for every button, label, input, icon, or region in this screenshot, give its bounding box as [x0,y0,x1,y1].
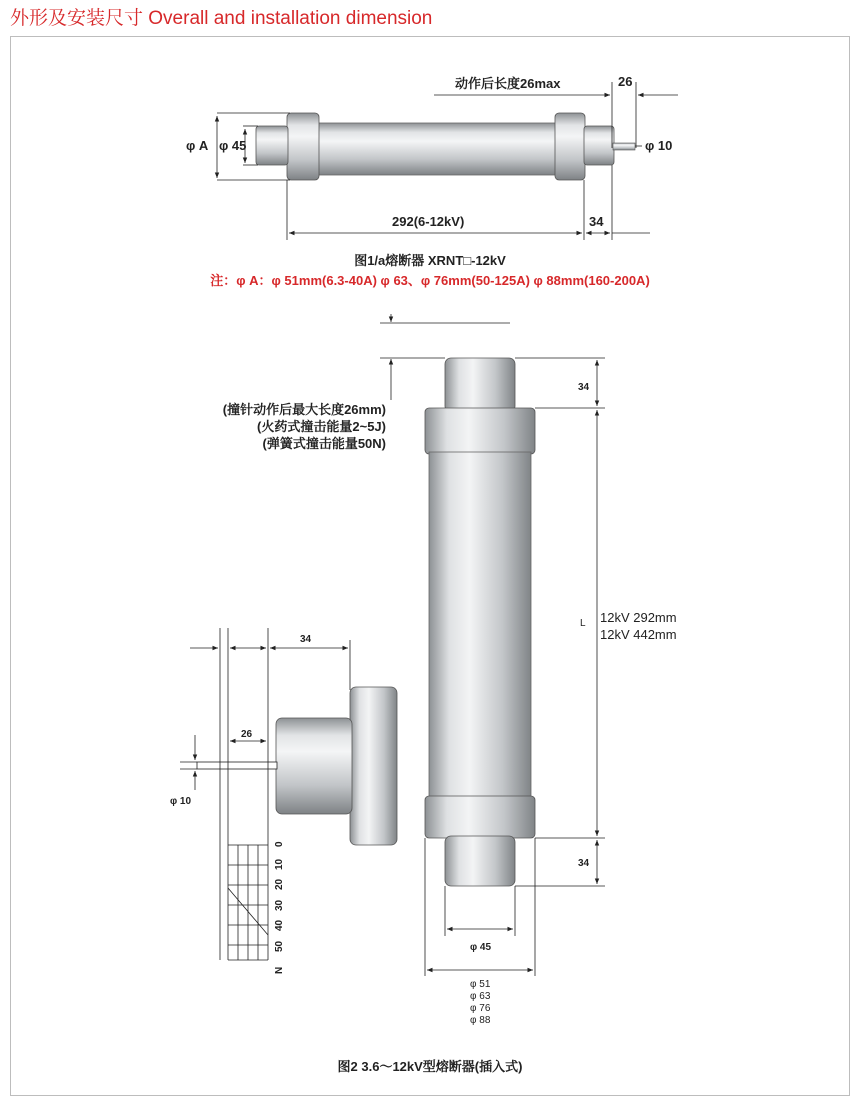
fig2-desc-line2: (火药式撞击能量2~5J) [257,419,386,434]
fig2-desc-line1: (撞针动作后最大长度26mm) [222,402,386,417]
fig1-dim-phi10: φ 10 [645,138,673,153]
fig2-caption-text: 图2 3.6～12kV型熔断器(插入式) [337,1059,523,1074]
fig2-len-a: 12kV 292mm [600,610,677,625]
fig2-side-phi10: φ 10 [170,796,192,807]
fig2-dim-bottom34: 34 [578,858,590,869]
fig1-note-label: 注： [210,273,237,288]
fig2-caption [0,1056,860,1075]
scale-tick-0: 0 [274,841,285,847]
fuse-vertical [425,358,535,886]
fig1-caption [0,250,860,269]
scale-tick-50: 50 [274,940,285,952]
fig2-dim-top34: 34 [578,382,590,393]
scale-ticks [274,841,285,974]
fig1-dim-26: 26 [618,74,633,89]
fig1-dim-phi45: φ 45 [219,138,247,153]
scale-tick-10: 10 [274,858,285,870]
fuse-side-view [197,687,397,845]
fig2-dim-L: L [580,618,586,629]
scale-tick-40: 40 [274,919,285,931]
scale-tick-30: 30 [274,899,285,911]
fig1-dim-phiA: φ A [186,138,209,153]
scale-tick-N: N [274,966,285,974]
fig2-dia-88: φ 88 [470,1015,491,1026]
fig1-note-text: φ A：φ 51mm(6.3-40A) φ 63、φ 76mm(50-125A) φ 88mm(160-200A) [236,273,650,288]
fig2-side-34: 34 [300,634,312,645]
fig1-caption-text: 图1/a熔断器 XRNT□-12kV [354,253,506,268]
fig2-side-26: 26 [241,729,253,740]
fig1-stroke-label: 动作后长度26max [455,76,561,91]
fig2-dia-51: φ 51 [470,979,491,990]
fig1-note [0,270,860,289]
fig1-dim-length: 292(6-12kV) [392,214,465,229]
scale-tick-20: 20 [274,878,285,890]
fig2-len-b: 12kV 442mm [600,627,677,642]
page-title: 外形及安装尺寸 Overall and installation dimension [10,8,433,29]
fuse-horizontal [256,113,635,180]
fig1-dim-34: 34 [589,214,604,229]
fig2-dia-76: φ 76 [470,1003,491,1014]
fig2-dia-63: φ 63 [470,991,491,1002]
fig2-desc-line3: (弹簧式撞击能量50N) [262,436,386,451]
fig2-dim-phi45: φ 45 [470,942,492,953]
